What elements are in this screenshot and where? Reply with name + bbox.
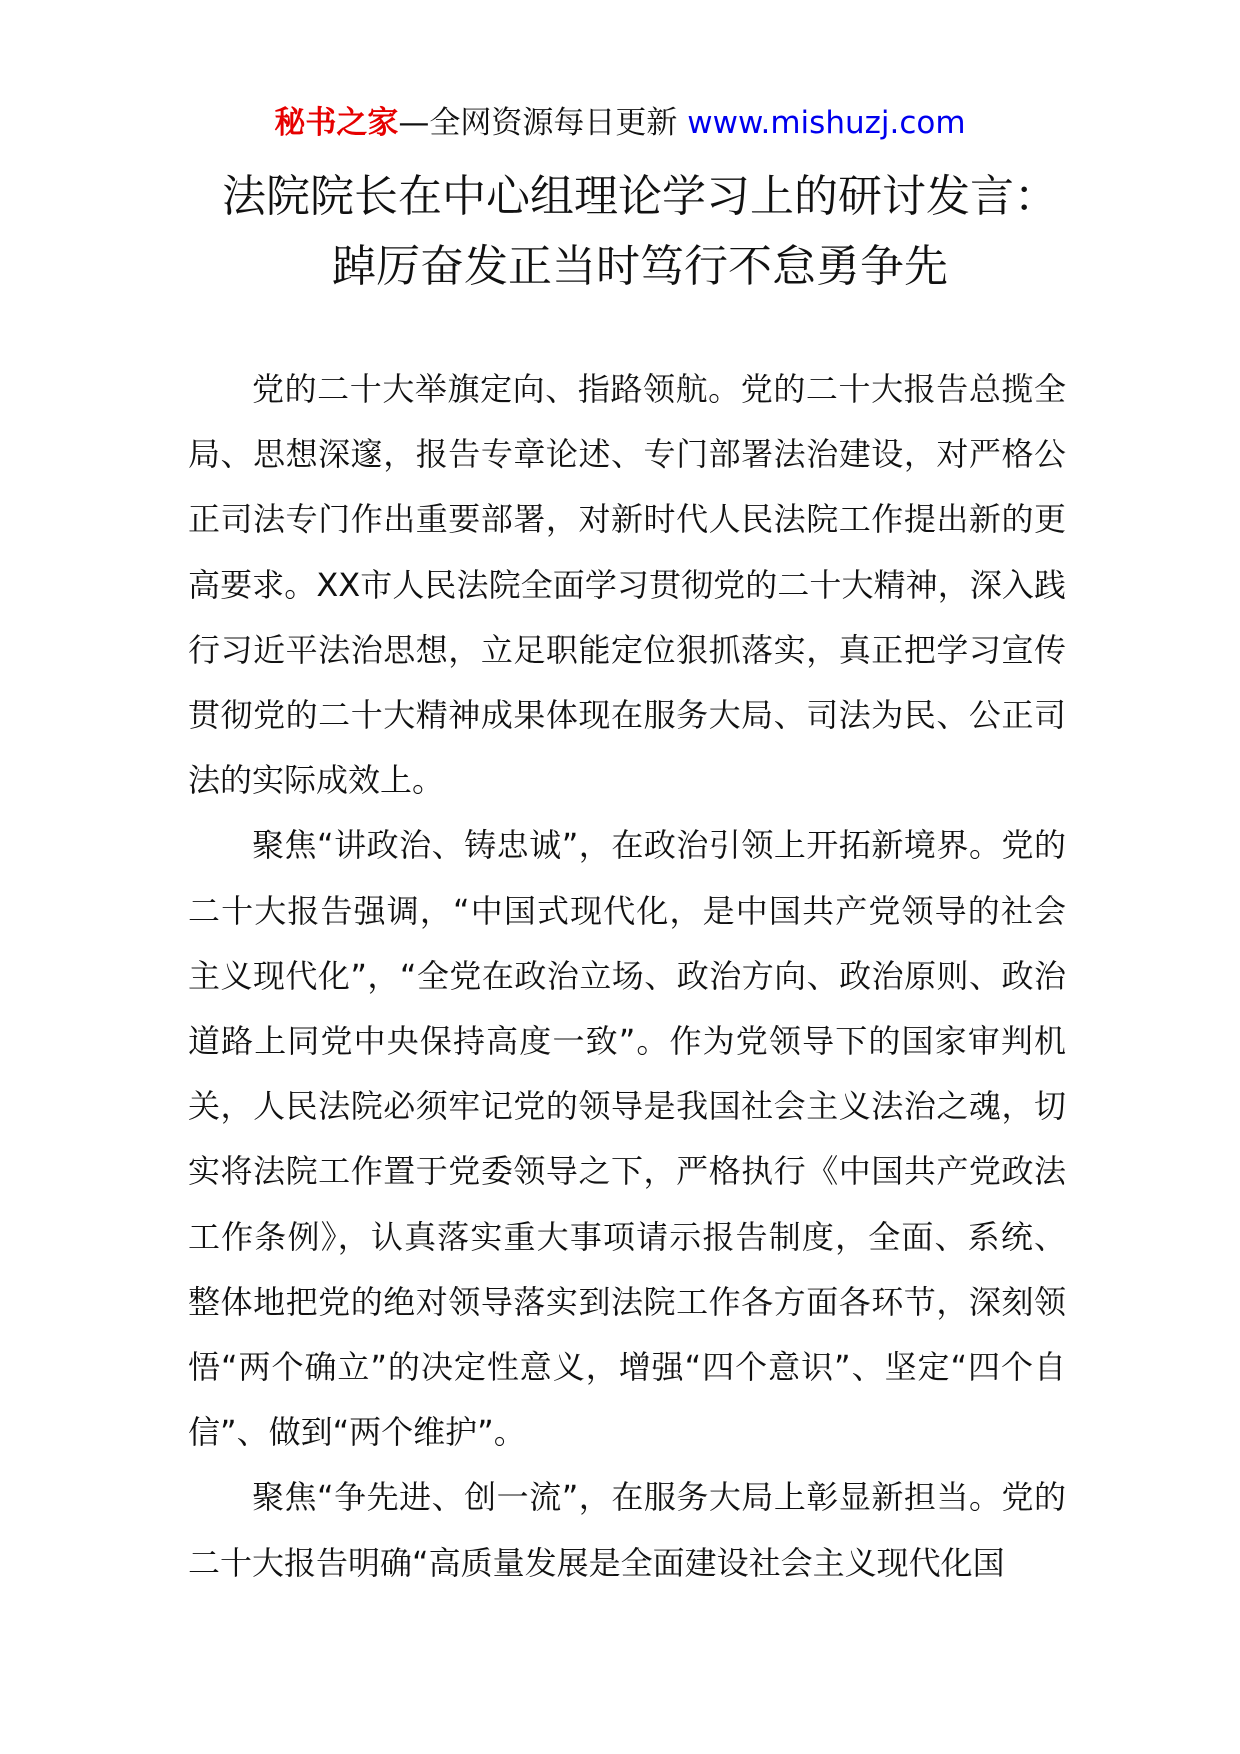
paragraph-1: 党的二十大举旗定向、指路领航。党的二十大报告总揽全局、思想深邃，报告专章论述、专门部署法治建设，对严格公正司法专门作出重要部署，对新时代人民法院工作提出新的更高要求。XX市人民法院全面学习贯彻党的二十大精神，深入践行习近平法治思想，立足职能定位狠抓落实，真正把学习宣传贯彻党的二十大精神成果体现在服务大局、司法为民、公正司法的实际成效上。 bbox=[188, 370, 1066, 800]
paragraph-3: 聚焦“争先进、创一流”，在服务大局上彰显新担当。党的二十大报告明确“高质量发展是全面建设社会主义现代化国 bbox=[188, 1478, 1066, 1582]
paragraph-2: 聚焦“讲政治、铸忠诚”，在政治引领上开拓新境界。党的二十大报告强调，“中国式现代化，是中国共产党领导的社会主义现代化”，“全党在政治立场、政治方向、政治原则、政治道路上同党中央保持高度一致”。作为党领导下的国家审判机关，人民法院必须牢记党的领导是我国社会主义法治之魂，切实将法院工作置于党委领导之下，严格执行《中国共产党政法工作条例》，认真落实重大事项请示报告制度，全面、系统、整体地把党的绝对领导落实到法院工作各方面各环节，深刻领悟“两个确立”的决定性意义，增强“四个意识”、坚定“四个自信”、做到“两个维护”。 bbox=[188, 826, 1066, 1452]
brand-name: 秘书之家 bbox=[274, 105, 399, 141]
site-header bbox=[0, 103, 1240, 143]
site-url-link[interactable]: www.mishuzj.com bbox=[687, 105, 966, 141]
title-line-1: 法院院长在中心组理论学习上的研讨发言： bbox=[222, 171, 1058, 222]
header-slogan: —全网资源每日更新 bbox=[398, 105, 678, 141]
title-line-2: 踔厉奋发正当时笃行不怠勇争先 bbox=[332, 241, 948, 292]
document-body bbox=[188, 357, 1066, 1596]
document-title bbox=[190, 162, 1090, 302]
